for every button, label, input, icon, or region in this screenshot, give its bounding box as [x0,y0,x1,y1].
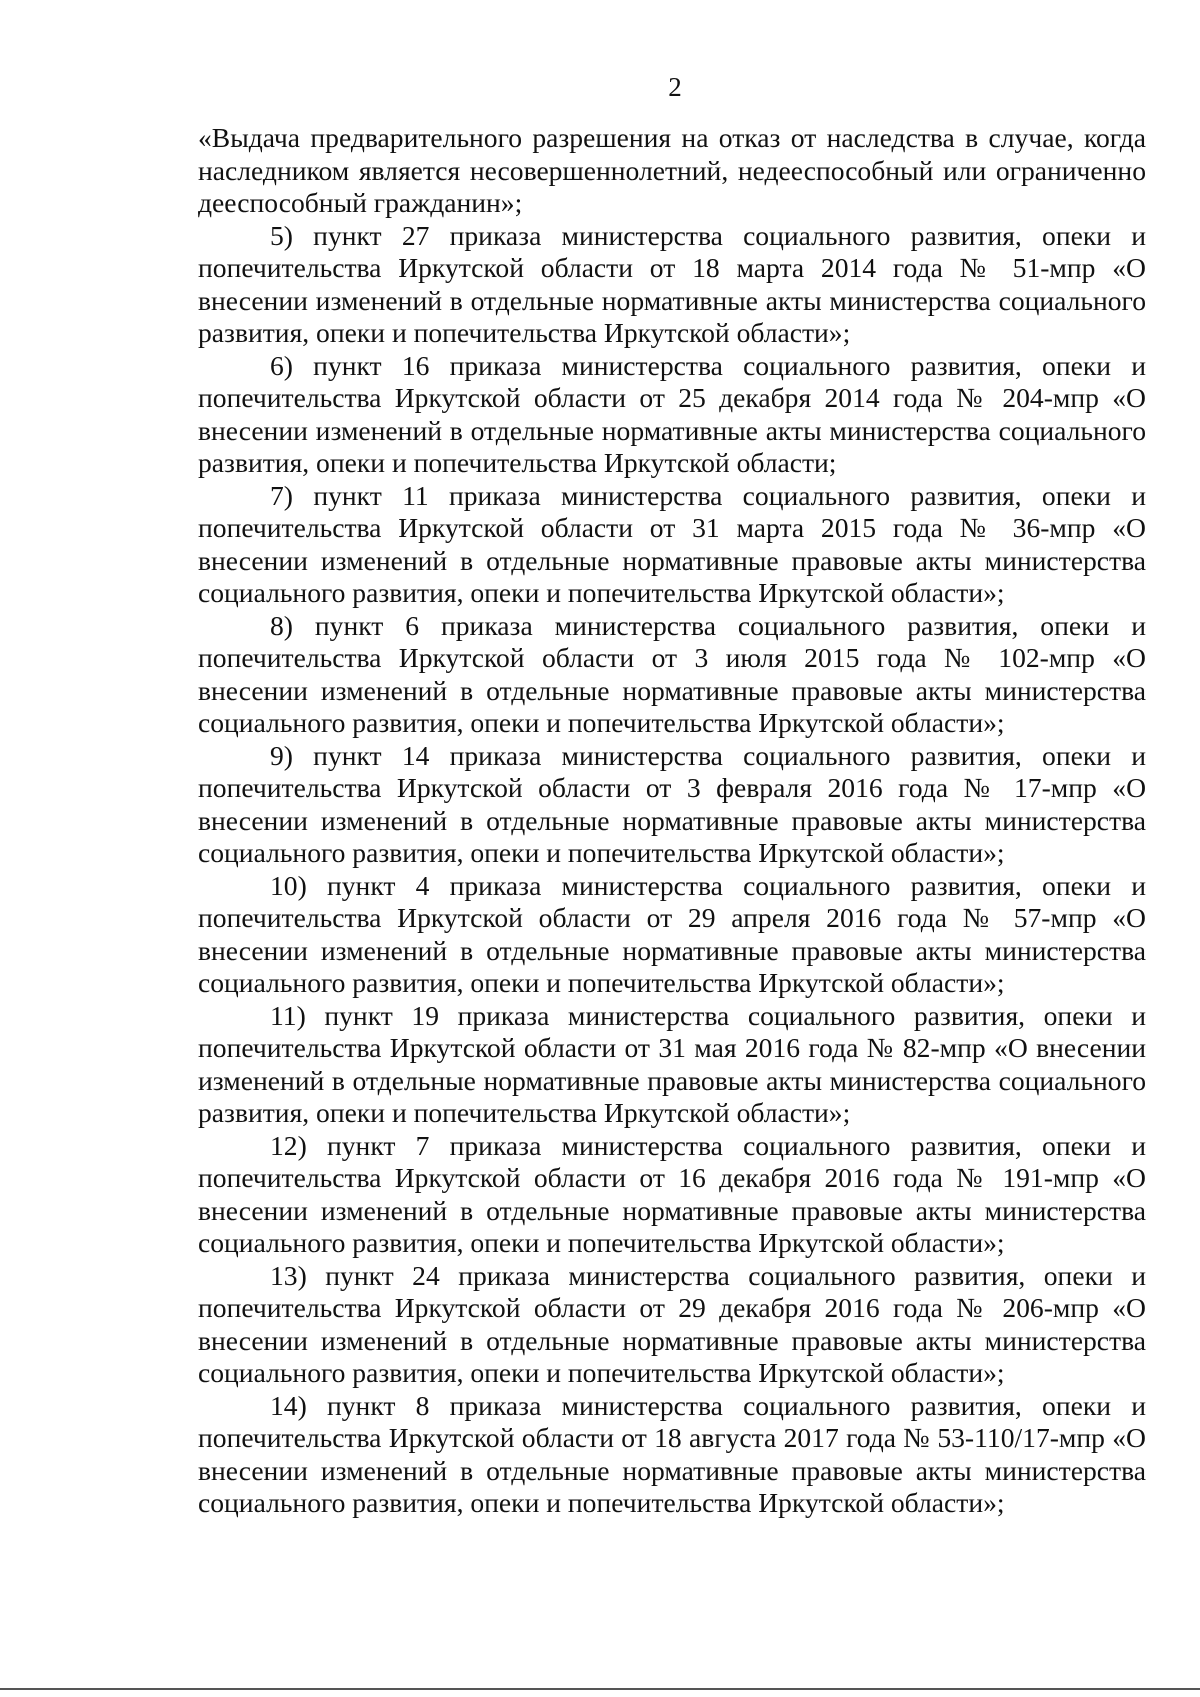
list-item-10: 10) пункт 4 приказа министерства социального развития, опеки и попечительства Иркутской области от 29 апреля 2016 года № 57-мпр «О внесении изменений в отдельные нормативные правовые акты министерства социального развития, опеки и попечительства Иркутской области»; [198,869,1146,998]
page-number: 2 [668,72,682,102]
list-item-5: 5) пункт 27 приказа министерства социального развития, опеки и попечительства Иркутской области от 18 марта 2014 года № 51-мпр «О внесении изменений в отдельные нормативные акты министерства социального развития, опеки и попечительства Иркутской области»; [198,219,1146,348]
page-bottom-rule [0,1688,1200,1690]
document-body [198,122,1146,1520]
list-item-12: 12) пункт 7 приказа министерства социального развития, опеки и попечительства Иркутской области от 16 декабря 2016 года № 191-мпр «О внесении изменений в отдельные нормативные правовые акты министерства социального развития, опеки и попечительства Иркутской области»; [198,1129,1146,1258]
list-item-11: 11) пункт 19 приказа министерства социального развития, опеки и попечительства Иркутской области от 31 мая 2016 года № 82-мпр «О внесении изменений в отдельные нормативные правовые акты министерства социального развития, опеки и попечительства Иркутской области»; [198,999,1146,1128]
list-item-8: 8) пункт 6 приказа министерства социального развития, опеки и попечительства Иркутской области от 3 июля 2015 года № 102-мпр «О внесении изменений в отдельные нормативные правовые акты министерства социального развития, опеки и попечительства Иркутской области»; [198,609,1146,738]
list-item-6: 6) пункт 16 приказа министерства социального развития, опеки и попечительства Иркутской области от 25 декабря 2014 года № 204-мпр «О внесении изменений в отдельные нормативные акты министерства социального развития, опеки и попечительства Иркутской области; [198,349,1146,478]
list-item-13: 13) пункт 24 приказа министерства социального развития, опеки и попечительства Иркутской области от 29 декабря 2016 года № 206-мпр «О внесении изменений в отдельные нормативные правовые акты министерства социального развития, опеки и попечительства Иркутской области»; [198,1259,1146,1388]
list-item-7: 7) пункт 11 приказа министерства социального развития, опеки и попечительства Иркутской области от 31 марта 2015 года № 36-мпр «О внесении изменений в отдельные нормативные правовые акты министерства социального развития, опеки и попечительства Иркутской области»; [198,479,1146,608]
list-item-9: 9) пункт 14 приказа министерства социального развития, опеки и попечительства Иркутской области от 3 февраля 2016 года № 17-мпр «О внесении изменений в отдельные нормативные правовые акты министерства социального развития, опеки и попечительства Иркутской области»; [198,739,1146,868]
paragraph-continuation: «Выдача предварительного разрешения на отказ от наследства в случае, когда наследником является несовершеннолетний, недееспособный или ограниченно дееспособный гражданин»; [198,122,1146,218]
list-item-14: 14) пункт 8 приказа министерства социального развития, опеки и попечительства Иркутской области от 18 августа 2017 года № 53-110/17-мпр «О внесении изменений в отдельные нормативные правовые акты министерства социального развития, опеки и попечительства Иркутской области»; [198,1389,1146,1518]
